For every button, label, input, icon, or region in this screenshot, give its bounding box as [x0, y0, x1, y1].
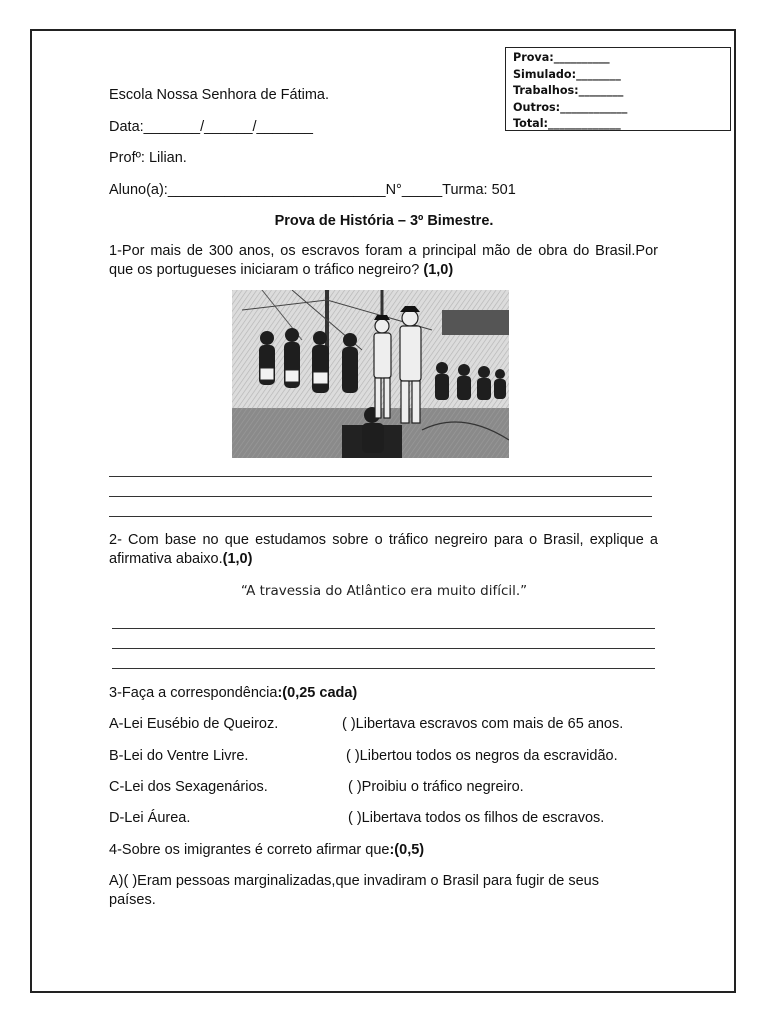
grade-trabalhos: Trabalhos:________ [513, 84, 624, 97]
match-right-b[interactable]: ( )Libertou todos os negros da escravidão. [346, 748, 618, 764]
question-1-points: (1,0) [423, 262, 454, 278]
question-2-quote: “A travessia do Atlântico era muito difícil.” [240, 583, 528, 599]
question-4-text: 4-Sobre os imigrantes é correto afirmar que [109, 842, 390, 858]
match-left-d: D-Lei Áurea. [109, 810, 191, 826]
question-3-points: :(0,25 cada) [277, 685, 358, 701]
answer-line-1b[interactable] [109, 496, 652, 497]
date-field[interactable]: Data:_______/______/_______ [109, 119, 313, 135]
answer-line-2b[interactable] [112, 648, 655, 649]
question-4-points: :(0,5) [389, 842, 425, 858]
question-1 [109, 242, 658, 280]
grade-simulado: Simulado:________ [513, 67, 621, 81]
student-label: Aluno(a):___________________________N°_____ [109, 182, 443, 198]
teacher-name: Profº: Lilian. [109, 150, 187, 166]
question-2-points: (1,0) [222, 551, 253, 567]
question-2-text: 2- Com base no que estudamos sobre o tráfico negreiro para o Brasil, explique a afirmativa abaixo. [109, 532, 658, 567]
school-name: Escola Nossa Senhora de Fátima. [109, 87, 330, 103]
question-4 [109, 841, 424, 859]
match-left-a: A-Lei Eusébio de Queiroz. [109, 716, 279, 732]
answer-line-2a[interactable] [112, 628, 655, 629]
class-label: Turma: 501 [442, 182, 516, 198]
answer-line-1c[interactable] [109, 516, 652, 517]
match-right-d[interactable]: ( )Libertava todos os filhos de escravos. [348, 810, 605, 826]
answer-line-2c[interactable] [112, 668, 655, 669]
question-3 [109, 684, 357, 702]
student-name-field[interactable] [109, 181, 516, 199]
question-1-text: 1-Por mais de 300 anos, os escravos foram a principal mão de obra do Brasil.Por que os portugueses iniciaram o tráfico negreiro? [109, 243, 658, 278]
match-left-b: B-Lei do Ventre Livre. [109, 748, 249, 764]
grade-total: Total:_____________ [513, 117, 621, 130]
grade-prova: Prova:__________ [513, 51, 610, 64]
match-right-c[interactable]: ( )Proibiu o tráfico negreiro. [348, 779, 524, 795]
match-right-a[interactable]: ( )Libertava escravos com mais de 65 anos. [342, 716, 624, 732]
slave-ship-illustration [232, 290, 509, 458]
question-3-text: 3-Faça a correspondência [109, 685, 278, 701]
match-left-c: C-Lei dos Sexagenários. [109, 779, 268, 795]
question-4-option-a[interactable]: A)( )Eram pessoas marginalizadas,que invadiram o Brasil para fugir de seus países. [109, 873, 599, 908]
grade-outros: Outros:____________ [513, 100, 628, 114]
question-2 [109, 531, 658, 569]
answer-line-1a[interactable] [109, 476, 652, 477]
page-title: Prova de História – 3º Bimestre. [274, 213, 494, 229]
grade-box [505, 47, 731, 131]
